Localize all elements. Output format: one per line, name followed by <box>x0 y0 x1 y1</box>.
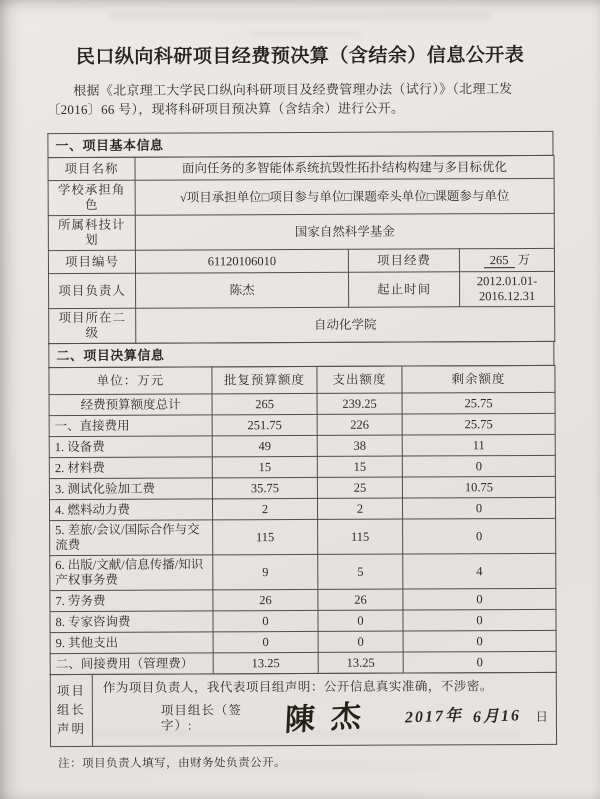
school-role-label: 学校承担角色 <box>48 180 135 215</box>
row-label: 5. 差旅/会议/国际合作与交流费 <box>50 520 213 556</box>
section2-title: 二、项目决算信息 <box>49 341 554 367</box>
declaration-label: 项目组长声明 <box>50 674 92 746</box>
table-row <box>48 178 554 215</box>
table-row <box>49 434 555 457</box>
column-header-approved: 批复预算额度 <box>212 366 317 393</box>
spent-value: 239.25 <box>317 393 402 414</box>
department-value: 自动化学院 <box>136 306 555 343</box>
table-row <box>50 588 556 611</box>
row-label: 2. 材料费 <box>49 457 212 479</box>
approved-value: 0 <box>213 610 318 631</box>
remaining-value: 0 <box>403 630 556 652</box>
spent-value: 38 <box>317 435 402 456</box>
date-monthday-handwriting: 6月16 <box>473 707 522 727</box>
project-funding-value <box>459 248 554 271</box>
row-label: 经费预算额度总计 <box>49 394 212 416</box>
remaining-value: 0 <box>402 497 555 519</box>
date-year-handwriting: 2017年 <box>405 707 464 727</box>
approved-value: 35.75 <box>212 477 317 498</box>
period-value: 2012.01.01- 2016.12.31 <box>459 271 554 306</box>
signature-field-label: 项目组长（签字）: <box>160 703 242 733</box>
signature-date <box>405 709 548 726</box>
column-header-remaining: 剩余额度 <box>402 365 555 393</box>
table-row <box>48 213 554 250</box>
spent-value: 2 <box>317 498 402 519</box>
table-row <box>50 630 556 653</box>
budget-header-row <box>49 365 555 394</box>
row-label: 6. 出版/文献/信息传播/知识产权事务费 <box>50 555 213 591</box>
table-row <box>50 651 556 674</box>
page-title: 民口纵向科研项目经费预决算（含结余）信息公开表 <box>75 45 525 68</box>
table-row <box>48 271 554 308</box>
page-bleedthrough-mark <box>110 12 490 21</box>
remaining-value: 0 <box>403 588 556 610</box>
signature-row <box>103 698 548 738</box>
remaining-value: 4 <box>403 553 556 589</box>
table-row <box>48 248 554 273</box>
row-label: 8. 专家咨询费 <box>50 611 213 633</box>
project-number-label: 项目编号 <box>48 250 135 273</box>
table-row <box>49 455 555 478</box>
remaining-value: 10.75 <box>402 476 555 498</box>
table-row <box>48 155 554 180</box>
table-row <box>49 413 555 436</box>
remaining-value: 0 <box>402 455 555 477</box>
remaining-value: 0 <box>403 651 556 673</box>
remaining-value: 0 <box>403 518 556 554</box>
intro-paragraph: 根据《北京理工大学民口纵向科研项目及经费管理办法（试行）》（北理工发〔2016〕66 号），现将科研项目预决算（含结余）进行公开。 <box>47 81 513 118</box>
budget-table <box>48 365 556 675</box>
table-row <box>49 497 555 520</box>
row-label: 7. 劳务费 <box>50 590 213 612</box>
date-day-char: 日 <box>535 709 548 724</box>
page-bleedthrough-mark <box>250 30 360 37</box>
spent-value: 25 <box>317 477 402 498</box>
remaining-value: 25.75 <box>402 392 555 414</box>
footer-note: 注：项目负责人填写，由财务处负责公开。 <box>58 757 287 771</box>
spent-value: 15 <box>317 456 402 477</box>
basic-info-table <box>47 155 555 344</box>
approved-value: 15 <box>212 456 317 477</box>
form-table <box>47 131 556 747</box>
program-label: 所属科技计划 <box>48 215 135 250</box>
approved-value: 251.75 <box>212 414 317 435</box>
spent-value: 26 <box>318 589 403 610</box>
funding-amount: 265 <box>484 253 515 268</box>
project-leader-value: 陈杰 <box>135 272 348 308</box>
table-row <box>50 672 556 746</box>
project-funding-label: 项目经费 <box>348 249 459 272</box>
spent-value: 115 <box>318 519 403 554</box>
approved-value: 49 <box>212 435 317 456</box>
section1-header-table <box>47 131 553 158</box>
approved-value: 2 <box>212 498 317 519</box>
spent-value: 0 <box>318 631 403 652</box>
approved-value: 0 <box>213 631 318 652</box>
row-label: 1. 设备费 <box>49 436 212 458</box>
spent-value: 226 <box>317 414 402 435</box>
funding-unit: 万 <box>517 252 531 267</box>
project-leader-label: 项目负责人 <box>48 273 135 308</box>
table-row <box>50 609 556 632</box>
declaration-statement: 作为项目负责人，我代表项目组声明：公开信息真实准确，不涉密。 <box>102 679 493 695</box>
school-role-value: √项目承担单位□项目参与单位□课题牵头单位□课题参与单位 <box>135 178 554 215</box>
spent-value: 13.25 <box>318 652 403 673</box>
approved-value: 265 <box>212 393 317 414</box>
program-value: 国家自然科学基金 <box>135 213 554 250</box>
spent-value: 5 <box>318 554 403 589</box>
project-name-value: 面向任务的多智能体系统抗毁性拓扑结构构建与多目标优化 <box>135 155 554 180</box>
table-row <box>50 518 556 555</box>
table-row <box>49 392 555 415</box>
approved-value: 26 <box>213 589 318 610</box>
table-row <box>49 306 555 343</box>
remaining-value: 25.75 <box>402 413 555 435</box>
table-row <box>50 553 556 590</box>
signature-handwriting: 陳杰 <box>284 698 379 738</box>
spent-value: 0 <box>318 610 403 631</box>
remaining-value: 0 <box>403 609 556 631</box>
approved-value: 9 <box>213 554 318 589</box>
row-label: 二、间接费用（管理费） <box>50 653 213 675</box>
table-row <box>49 476 555 499</box>
row-label: 4. 燃料动力费 <box>49 499 212 521</box>
column-header-unit: 单位：万元 <box>49 367 212 395</box>
approved-value: 13.25 <box>213 652 318 673</box>
section1-title: 一、项目基本信息 <box>48 131 553 157</box>
section2-header-table <box>48 341 554 368</box>
period-label: 起止时间 <box>348 272 459 307</box>
document-page <box>47 43 556 771</box>
project-name-label: 项目名称 <box>48 157 135 180</box>
row-label: 一、直接费用 <box>49 415 212 437</box>
declaration-table <box>50 672 557 747</box>
remaining-value: 11 <box>402 434 555 456</box>
column-header-spent: 支出额度 <box>317 366 402 393</box>
row-label: 3. 测试化验加工费 <box>49 478 212 500</box>
row-label: 9. 其他支出 <box>50 632 213 654</box>
project-number-value: 61120106010 <box>135 249 348 273</box>
approved-value: 115 <box>213 519 318 554</box>
declaration-body <box>92 672 556 746</box>
department-label: 项目所在二级 <box>49 308 136 343</box>
